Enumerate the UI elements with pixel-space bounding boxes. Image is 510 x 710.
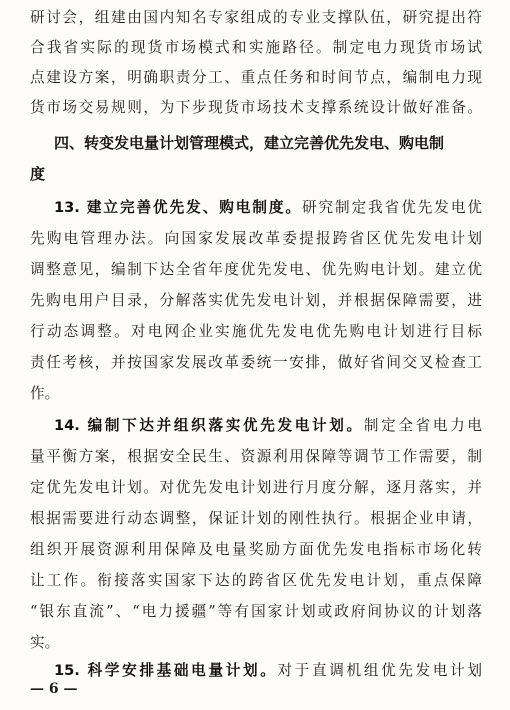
section-heading-line-1: 四、转变发电量计划管理模式，建立完善优先发电、购电制: [54, 134, 445, 152]
item-14-line-7: “银东直流”、“电力援疆”等有国家计划或政府间协议的计划落: [30, 603, 482, 620]
item-15-line-1: [54, 659, 482, 683]
intro-line-3: 点建设方案，明确职责分工、重点任务和时间节点，编制电力现: [30, 69, 482, 86]
intro-line-1: 研讨会，组建由国内知名专家组成的专业支撑队伍，研究提出符: [30, 9, 482, 26]
item-14-line-8: 实。: [30, 634, 60, 651]
item-13-line-1-text: 研究制定我省优先发电优: [301, 199, 482, 216]
item-13-line-6: 责任考核，并按国家发展改革委统一安排，做好省间交叉检查工: [30, 354, 482, 371]
item-13-title: 13. 建立完善优先发、购电制度。: [54, 199, 302, 216]
item-14-line-5: 组织开展资源利用保障及电量奖励方面优先发电指标市场化转: [30, 541, 482, 558]
item-14-line-3: 定优先发电计划。对优先发电计划进行月度分解，逐月落实，并: [30, 479, 482, 496]
item-14-line-1: [54, 414, 482, 438]
item-14-line-6: 让工作。衔接落实国家下达的跨省区优先发电计划，重点保障: [30, 572, 482, 589]
section-heading-line-2: 度: [30, 165, 46, 183]
intro-line-4: 货市场交易规则，为下步现货市场技术支撑系统设计做好准备。: [30, 99, 482, 116]
intro-line-2: 合我省实际的现货市场模式和实施路径。制定电力现货市场试: [30, 39, 482, 56]
item-14-line-4: 根据需要进行动态调整，保证计划的刚性执行。根据企业申请，: [30, 510, 482, 527]
item-13-line-1: [54, 196, 482, 220]
item-13-line-5: 行动态调整。对电网企业实施优先发电优先购电计划进行目标: [30, 323, 482, 340]
item-13-line-3: 调整意见，编制下达全省年度优先发电、优先购电计划。建立优: [30, 261, 482, 278]
item-15-line-1-text: 对于直调机组优先发电计划: [277, 662, 482, 679]
item-13-line-7: 作。: [30, 385, 60, 402]
item-14-line-1-text: 制定全省电力电: [363, 417, 482, 434]
item-15-title: 15. 科学安排基础电量计划。: [54, 662, 278, 679]
item-14-line-2: 量平衡方案，根据安全民生、资源利用保障等调节工作需要，制: [30, 448, 482, 465]
item-14-title: 14. 编制下达并组织落实优先发电计划。: [54, 417, 364, 434]
item-13-line-2: 先购电管理办法。向国家发展改革委提报跨省区优先发电计划: [30, 230, 482, 247]
page-number: — 6 —: [30, 681, 78, 697]
item-13-line-4: 先购电用户目录，分解落实优先发电计划，并根据保障需要，进: [30, 292, 482, 309]
